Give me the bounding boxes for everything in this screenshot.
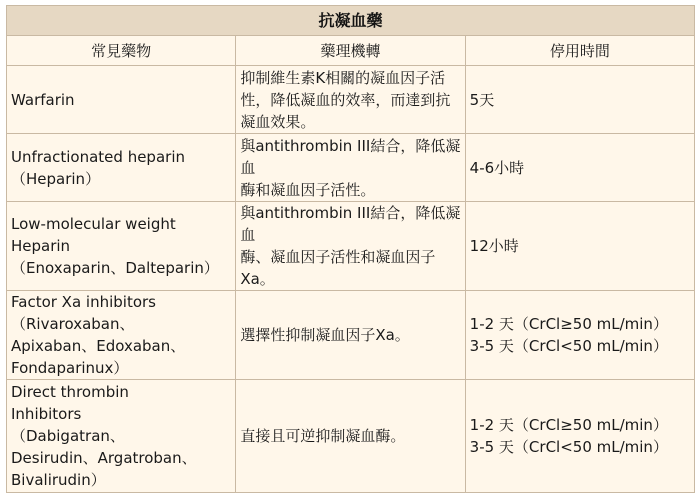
- drug-cell: [7, 66, 236, 134]
- mechanism-cell-line: 抑制維生素K相關的凝血因子活: [240, 68, 446, 87]
- mechanism-cell-line: 酶、凝血因子活性和凝血因子Xa。: [240, 248, 436, 288]
- mechanism-cell-line: 與antithrombin III結合，降低凝血: [240, 204, 461, 244]
- stop-time-cell: [465, 66, 694, 134]
- drug-cell-line: Bivalirudin）: [11, 471, 106, 489]
- stop-time-cell: [465, 380, 694, 493]
- drug-cell-line: Inhibitors: [11, 405, 82, 423]
- stop-time-cell-line: 1-2 天（CrCl≥50 mL/min）: [469, 315, 668, 333]
- mechanism-cell: [236, 291, 465, 380]
- drug-cell-line: Fondaparinux）: [11, 359, 129, 377]
- stop-time-cell: [465, 202, 694, 291]
- header-stop-time: 停用時間: [465, 36, 694, 66]
- mechanism-cell: [236, 380, 465, 493]
- table-row: [7, 134, 695, 202]
- drug-cell: [7, 134, 236, 202]
- drug-cell-line: Factor Xa inhibitors: [11, 293, 156, 311]
- mechanism-cell: [236, 134, 465, 202]
- drug-cell-line: （Rivaroxaban、: [11, 315, 135, 333]
- drug-cell-line: （Dabigatran、: [11, 427, 125, 445]
- stop-time-cell: [465, 134, 694, 202]
- drug-cell-line: Apixaban、Edoxaban、: [11, 337, 186, 355]
- drug-cell-line: Unfractionated heparin: [11, 147, 185, 166]
- mechanism-cell-line: 酶和凝血因子活性。: [240, 180, 376, 199]
- stop-time-cell-line: 5天: [469, 90, 495, 109]
- drug-cell-line: Heparin: [11, 237, 71, 255]
- drug-cell: [7, 202, 236, 291]
- drug-cell-line: Direct thrombin: [11, 383, 129, 401]
- table-row: [7, 291, 695, 380]
- table-title-row: [7, 6, 695, 36]
- mechanism-cell: [236, 66, 465, 134]
- header-mechanism: 藥理機轉: [236, 36, 465, 66]
- mechanism-cell-line: 選擇性抑制凝血因子Xa。: [240, 326, 410, 344]
- table-row: [7, 202, 695, 291]
- drug-cell-line: （Enoxaparin、Dalteparin）: [11, 259, 219, 277]
- mechanism-cell-line: 直接且可逆抑制凝血酶。: [240, 427, 406, 445]
- drug-cell-line: Warfarin: [11, 90, 75, 109]
- drug-cell: [7, 291, 236, 380]
- stop-time-cell-line: 12小時: [469, 237, 519, 255]
- mechanism-cell-line: 性，降低凝血的效率，而達到抗: [240, 90, 451, 109]
- drug-cell-line: Desirudin、Argatroban、: [11, 449, 197, 467]
- mechanism-cell-line: 與antithrombin III結合，降低凝血: [240, 136, 461, 177]
- anticoagulant-table-wrapper: [6, 5, 695, 493]
- table-row: [7, 66, 695, 134]
- header-common-drugs: 常見藥物: [7, 36, 236, 66]
- stop-time-cell-line: 3-5 天（CrCl<50 mL/min）: [469, 438, 668, 456]
- mechanism-cell-line: 凝血效果。: [240, 112, 316, 131]
- drug-cell-line: （Heparin）: [11, 169, 101, 188]
- anticoagulant-table: [6, 5, 695, 493]
- stop-time-cell-line: 1-2 天（CrCl≥50 mL/min）: [469, 416, 668, 434]
- table-row: [7, 380, 695, 493]
- stop-time-cell-line: 4-6小時: [469, 158, 525, 177]
- drug-cell-line: Low-molecular weight: [11, 215, 176, 233]
- table-body: [7, 66, 695, 493]
- table-title: 抗凝血藥: [7, 6, 695, 36]
- drug-cell: [7, 380, 236, 493]
- stop-time-cell: [465, 291, 694, 380]
- stop-time-cell-line: 3-5 天（CrCl<50 mL/min）: [469, 337, 668, 355]
- mechanism-cell: [236, 202, 465, 291]
- table-header-row: [7, 36, 695, 66]
